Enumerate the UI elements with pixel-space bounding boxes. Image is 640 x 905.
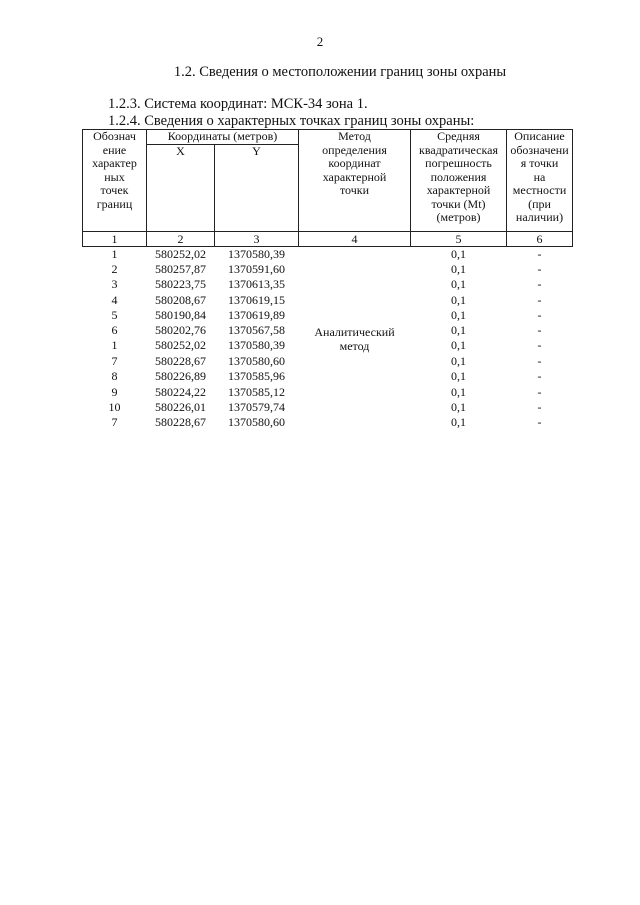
error-cell: 0,1 (451, 277, 466, 292)
point-cell: 9 (111, 384, 118, 399)
x-cell: 580224,22 (155, 384, 206, 399)
point-cell: 4 (111, 292, 118, 307)
y-cell: 1370580,60 (228, 353, 285, 368)
point-cell: 7 (111, 415, 118, 430)
x-cell: 580252,02 (155, 338, 206, 353)
description-cell: - (537, 399, 542, 414)
point-cell: 6 (111, 323, 118, 338)
x-cell: 580202,76 (155, 323, 206, 338)
page-number: 2 (316, 34, 324, 49)
column-number: 4 (299, 232, 411, 247)
header-point: Обознач ение характер ных точек границ (83, 130, 147, 232)
x-cell: 580228,67 (155, 353, 206, 368)
description-cell: - (537, 369, 542, 384)
error-cell: 0,1 (451, 399, 466, 414)
error-cell: 0,1 (451, 369, 466, 384)
header-coordinates: Координаты (метров) (147, 130, 299, 145)
x-cell: 580252,02 (155, 247, 206, 261)
x-cell: 580257,87 (155, 262, 206, 277)
point-cell: 5 (111, 307, 118, 322)
y-cell: 1370580,60 (228, 415, 285, 430)
point-cell: 2 (111, 262, 118, 277)
coordinates-table (82, 129, 573, 430)
x-cell: 580228,67 (155, 415, 206, 430)
error-cell: 0,1 (451, 384, 466, 399)
method-cell: Аналитический метод (314, 324, 395, 353)
y-cell: 1370619,89 (228, 307, 285, 322)
y-cell: 1370579,74 (228, 399, 285, 414)
y-cell: 1370585,12 (228, 384, 285, 399)
point-cell: 8 (111, 369, 118, 384)
y-cell: 1370613,35 (228, 277, 285, 292)
x-cell: 580208,67 (155, 292, 206, 307)
error-cell: 0,1 (451, 354, 466, 369)
point-cell: 1 (111, 338, 118, 353)
column-number: 5 (411, 232, 507, 247)
description-cell: - (537, 354, 542, 369)
error-cell: 0,1 (451, 415, 466, 430)
description-cell: - (537, 415, 542, 430)
y-cell: 1370567,58 (228, 323, 285, 338)
error-cell: 0,1 (451, 292, 466, 307)
x-cell: 580223,75 (155, 277, 206, 292)
description-cell: - (537, 247, 542, 261)
error-cell: 0,1 (451, 247, 466, 261)
description-cell: - (537, 292, 542, 307)
description-cell: - (537, 307, 542, 322)
description-cell: - (537, 338, 542, 353)
y-cell: 1370619,15 (228, 292, 285, 307)
column-number: 2 (147, 232, 215, 247)
error-cell: 0,1 (451, 338, 466, 353)
point-cell: 7 (111, 353, 118, 368)
y-cell: 1370591,60 (228, 262, 285, 277)
section-title: 1.2. Сведения о местоположении границ зоны охраны (173, 64, 507, 80)
error-cell: 0,1 (451, 307, 466, 322)
error-cell: 0,1 (451, 262, 466, 277)
column-number: 1 (83, 232, 147, 247)
y-cell: 1370580,39 (228, 338, 285, 353)
header-method: Метод определения координат характерной точки (299, 130, 411, 232)
x-cell: 580226,89 (155, 369, 206, 384)
point-cell: 10 (108, 399, 121, 414)
description-cell: - (537, 277, 542, 292)
header-error: Средняя квадратическая погрешность положения характерной точки (Mt) (метров) (411, 130, 507, 232)
header-description: Описание обозначени я точки на местности (при наличии) (507, 130, 573, 232)
description-cell: - (537, 323, 542, 338)
x-cell: 580226,01 (155, 399, 206, 414)
description-cell: - (537, 262, 542, 277)
header-y: Y (215, 145, 299, 232)
error-cell: 0,1 (451, 323, 466, 338)
point-cell: 3 (111, 277, 118, 292)
column-number: 6 (507, 232, 573, 247)
column-number: 3 (215, 232, 299, 247)
points-heading: 1.2.4. Сведения о характерных точках границ зоны охраны: (108, 113, 475, 129)
coordinate-system-line: 1.2.3. Система координат: МСК-34 зона 1. (108, 96, 368, 112)
y-cell: 1370580,39 (228, 247, 285, 261)
x-cell: 580190,84 (155, 307, 206, 322)
header-x: X (147, 145, 215, 232)
description-cell: - (537, 384, 542, 399)
table-row (83, 247, 573, 263)
point-cell: 1 (111, 247, 118, 261)
y-cell: 1370585,96 (228, 369, 285, 384)
